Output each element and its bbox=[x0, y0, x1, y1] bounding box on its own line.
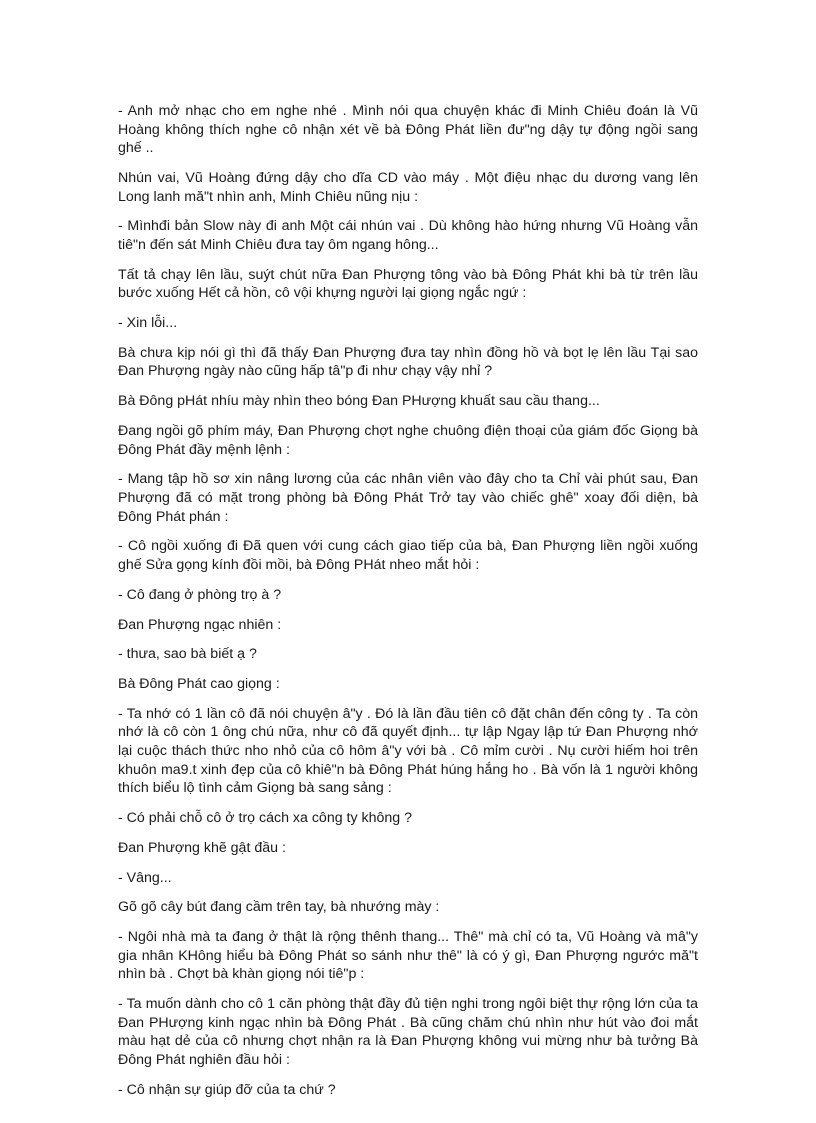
paragraph: Bà Đông pHát nhíu mày nhìn theo bóng Đan PHượng khuất sau cầu thang... bbox=[118, 393, 600, 410]
paragraph: Đan Phượng ngạc nhiên : bbox=[118, 616, 282, 633]
paragraph: Đan Phượng khẽ gật đầu : bbox=[118, 839, 286, 856]
paragraph: - Ngôi nhà mà ta đang ở thật là rộng thênh thang... Thê" mà chỉ có ta, Vũ Hoàng và mâ"y gia nhân KHông hiểu bà Đông Phát so sánh như thê" là có ý gì, Đan Phượng ngước mă"t nhìn bà . Chợt bà khàn giọng nói tiê"p : bbox=[118, 929, 698, 983]
paragraph: Tất tả chạy lên lầu, suýt chút nữa Đan Phượng tông vào bà Đông Phát khi bà từ trên lầu bước xuống Hết cả hồn, cô vội khựng người lại giọng ngắc ngứ : bbox=[118, 266, 698, 302]
paragraph: - Ta muốn dành cho cô 1 căn phòng thật đầy đủ tiện nghi trong ngôi biệt thự rộng lớn của ta Đan PHượng kinh ngạc nhìn bà Đông Phát . Bà cũng chăm chú nhìn như hút vào đoi mắt màu hạt dẻ của cô nhưng chợt nhận ra là Đan Phượng không vui mừng như bà tưởng Bà Đông Phát nghiên đầu hỏi : bbox=[118, 996, 698, 1068]
paragraph: - Anh mở nhạc cho em nghe nhé . Mình nói qua chuyện khác đi Minh Chiêu đoán là Vũ Hoàng không thích nghe cô nhận xét về bà Đông Phát liền đư"ng dậy tự động ngồi sang ghế .. bbox=[118, 103, 698, 157]
paragraph: - Cô nhận sự giúp đỡ của ta chứ ? bbox=[118, 1081, 336, 1098]
paragraph: - thưa, sao bà biết ạ ? bbox=[118, 646, 257, 663]
paragraph: Bà Đông Phát cao giọng : bbox=[118, 676, 280, 693]
paragraph: Bà chưa kịp nói gì thì đã thấy Đan Phượng đưa tay nhìn đồng hồ và bọt lẹ lên lầu Tại sao Đan Phượng ngày nào cũng hấp tâ"p đi như chạy vậy nhỉ ? bbox=[118, 344, 698, 380]
paragraph: Đang ngồi gõ phím máy, Đan Phượng chợt nghe chuông điện thoại của giám đốc Giọng bà Đông Phát đầy mệnh lệnh : bbox=[118, 423, 698, 458]
document-page bbox=[118, 102, 698, 1110]
paragraph: - Ta nhớ có 1 lần cô đã nói chuyện â"y . Đó là lần đầu tiên cô đặt chân đến công ty . Ta còn nhớ là cô còn 1 ông chú nữa, như cô đã quyết định... tự lập Ngay lập tứ Đan Phượng nhớ lại cuộc thách thức nho nhỏ của cô hôm â"y với bà . Cô mỉm cười . Nụ cười hiếm hoi trên khuôn ma9.t xinh đẹp của cô khiê"n bà Đông Phát húng hắng ho . Bà vốn là 1 người không thích biểu lộ tình cảm Giọng bà sang sảng : bbox=[118, 705, 698, 797]
paragraph: Nhún vai, Vũ Hoàng đứng dậy cho dĩa CD vào máy . Một điệu nhạc du dương vang lên Long lanh mă"t nhìn anh, Minh Chiêu nũng nịu : bbox=[118, 169, 698, 205]
paragraph: - Xin lỗi... bbox=[118, 315, 178, 332]
paragraph: - Cô ngồi xuống đi Đã quen với cung cách giao tiếp của bà, Đan Phượng liền ngồi xuống ghế Sửa gọng kính đồi mồi, bà Đông PHát nheo mắt hỏi : bbox=[118, 538, 698, 573]
paragraph: - Cô đang ở phòng trọ à ? bbox=[118, 586, 282, 603]
paragraph: - Mang tập hồ sơ xin nâng lương của các nhân viên vào đây cho ta Chỉ vài phút sau, Đan Phượng đã có mặt trong phòng bà Đông Phát Trở tay vào chiếc ghê" xoay đối diện, bà Đông Phát phán : bbox=[118, 471, 698, 525]
paragraph: - Có phải chỗ cô ở trọ cách xa công ty không ? bbox=[118, 810, 413, 827]
paragraph: - Vâng... bbox=[118, 869, 172, 886]
paragraph: - Mìnhđi bản Slow này đi anh Một cái nhún vai . Dù không hào hứng nhưng Vũ Hoàng vẫn tiê"n đến sát Minh Chiêu đưa tay ôm ngang hông... bbox=[118, 218, 698, 253]
paragraph: Gõ gõ cây bút đang cầm trên tay, bà nhướng mày : bbox=[118, 899, 440, 916]
